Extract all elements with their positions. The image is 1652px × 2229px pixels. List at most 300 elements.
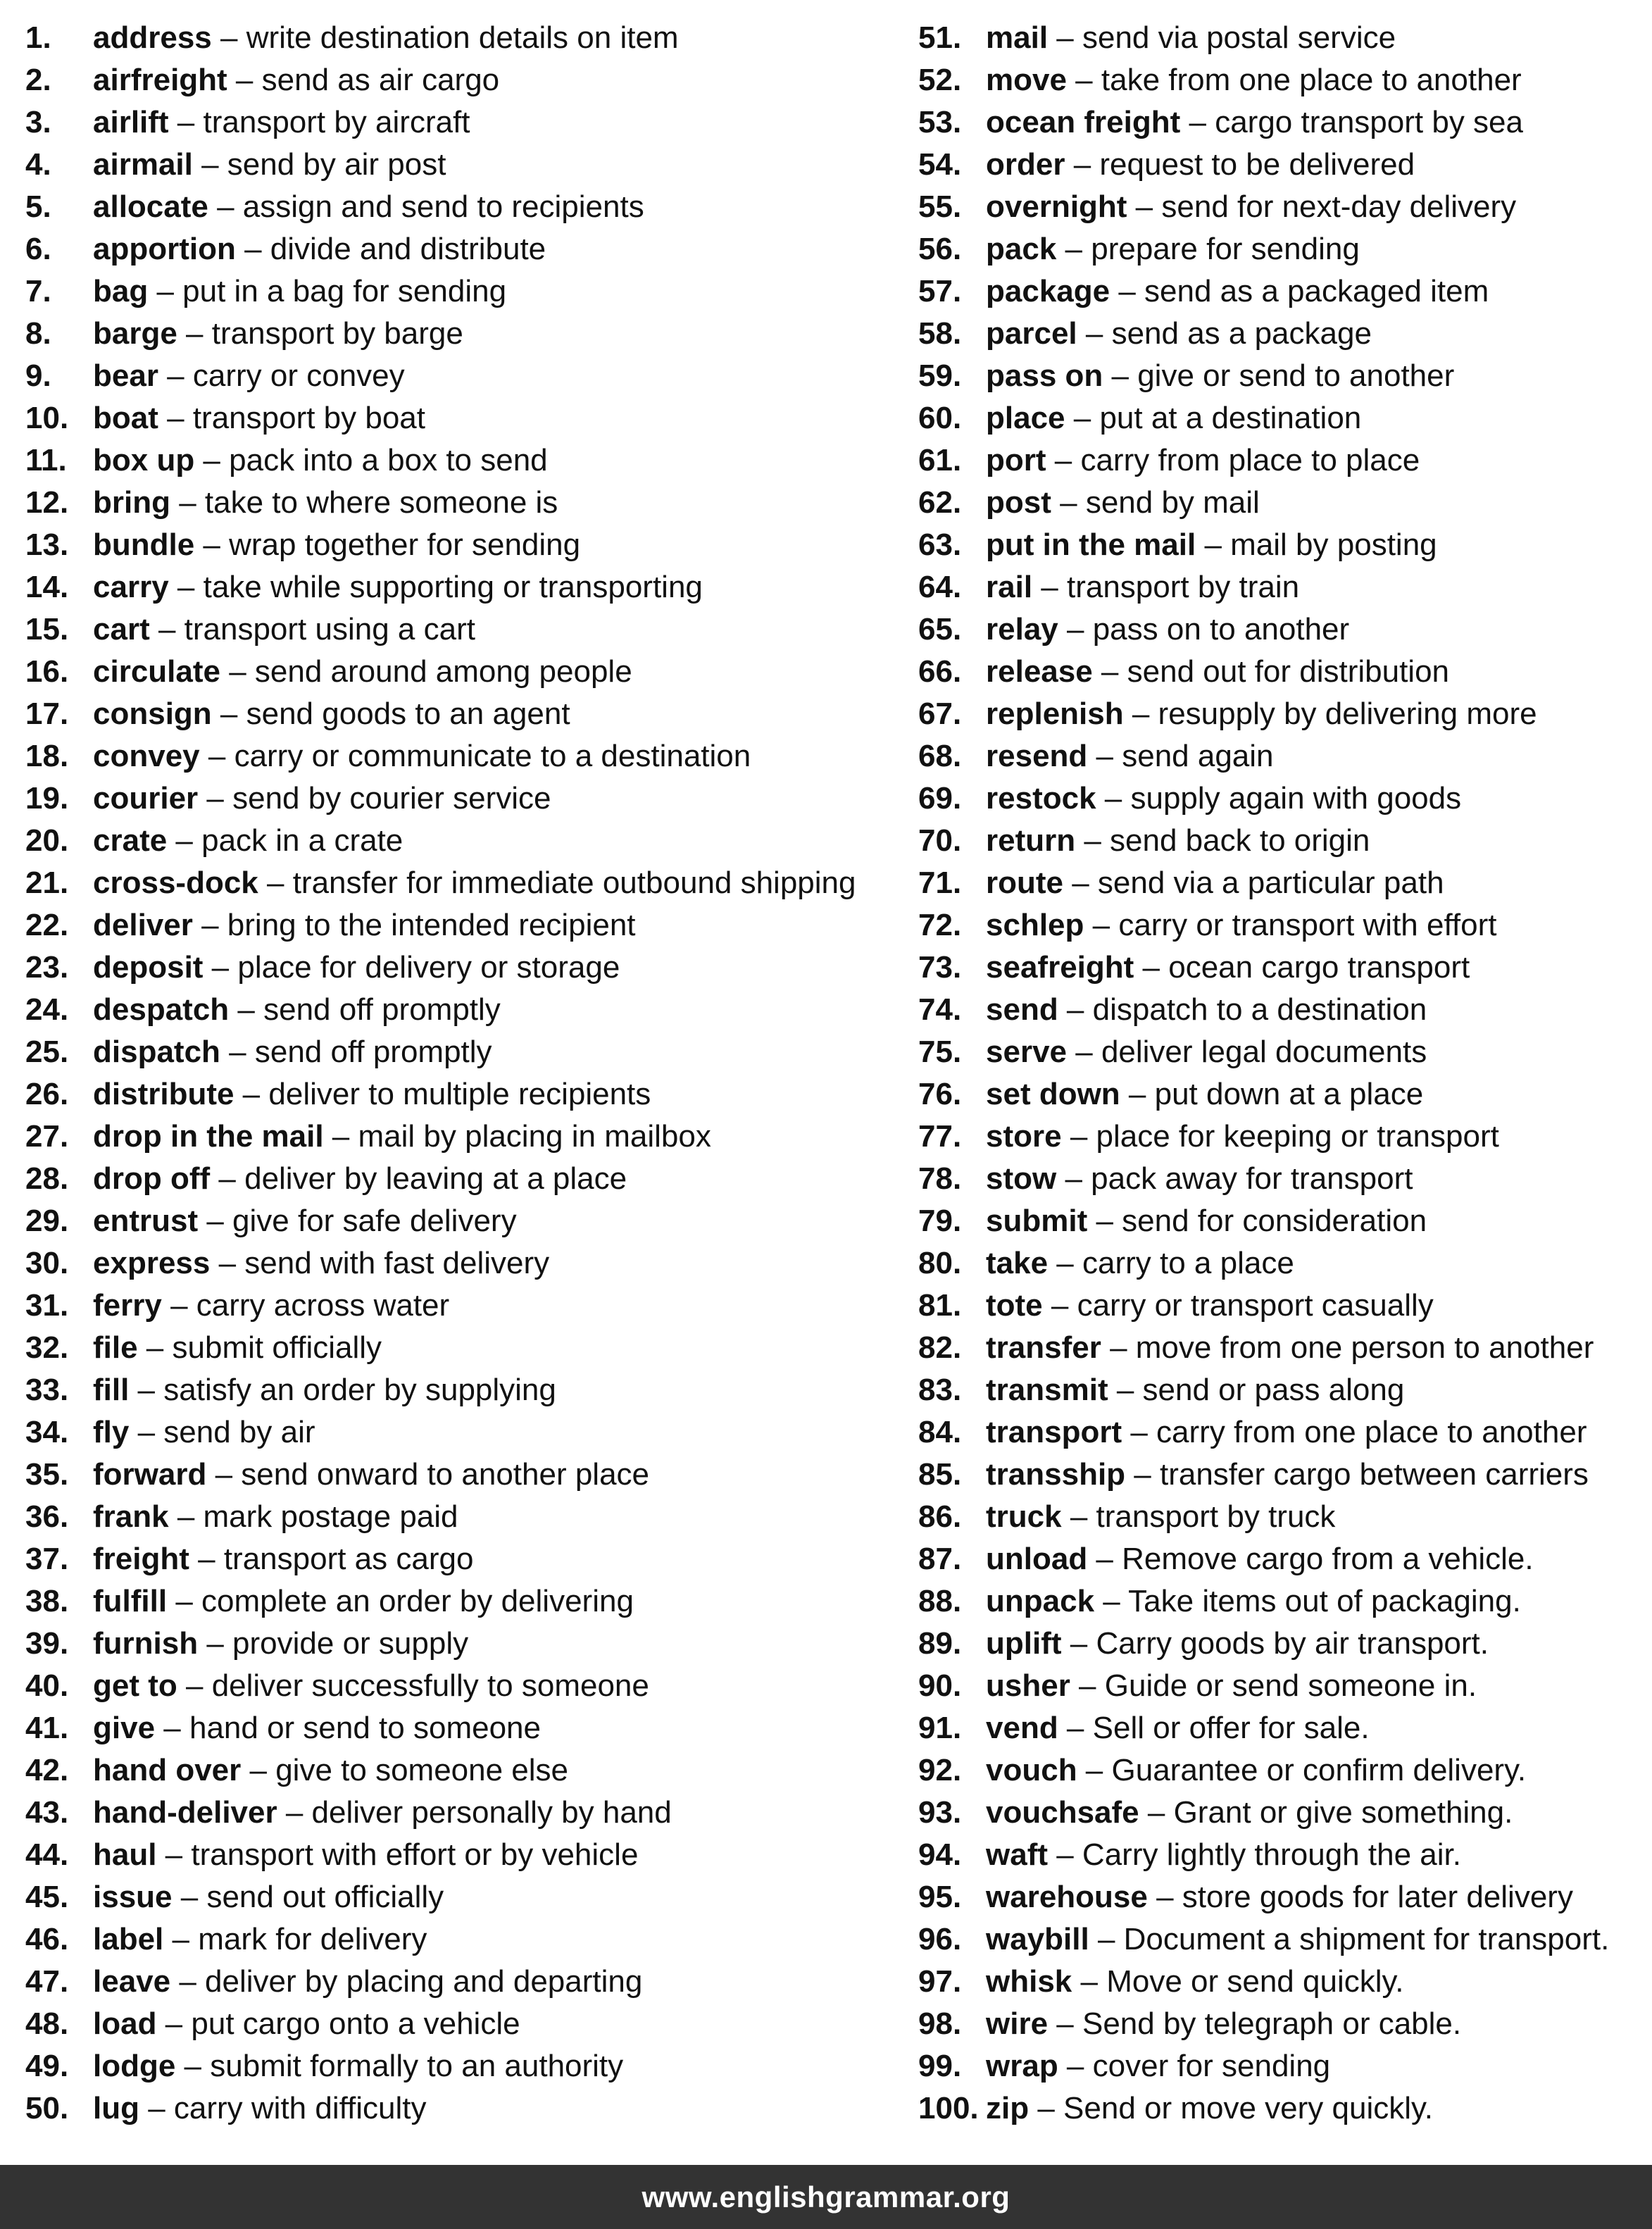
item-separator: – (1103, 358, 1138, 393)
list-item (918, 101, 1637, 144)
item-definition: put in a bag for sending (182, 274, 507, 308)
item-term: overnight (986, 189, 1127, 224)
item-text (986, 1158, 1413, 1200)
item-term: box up (93, 443, 195, 477)
item-text (986, 524, 1437, 566)
item-definition: ocean cargo transport (1168, 950, 1470, 985)
item-definition: deliver by placing and departing (205, 1964, 643, 1999)
item-separator: – (1110, 274, 1145, 308)
item-term: deposit (93, 950, 204, 985)
item-term: waybill (986, 1922, 1089, 1956)
item-separator: – (163, 1922, 199, 1956)
item-term: drop in the mail (93, 1119, 324, 1154)
item-text (986, 228, 1360, 270)
item-number: 90. (918, 1668, 962, 1703)
item-text (986, 2045, 1330, 2087)
item-definition: send as a packaged item (1144, 274, 1489, 308)
item-number: 75. (918, 1035, 962, 1069)
item-number: 91. (918, 1711, 962, 1745)
item-term: ferry (93, 1288, 162, 1323)
item-definition: carry with difficulty (173, 2091, 427, 2125)
item-text (93, 1834, 638, 1876)
item-number: 10. (25, 401, 69, 435)
item-definition: carry to a place (1082, 1246, 1294, 1280)
item-definition: send by air (163, 1415, 315, 1449)
item-text (986, 1961, 1403, 2003)
item-number: 73. (918, 950, 962, 985)
item-text (93, 1876, 444, 1918)
item-definition: satisfy an order by supplying (163, 1373, 556, 1407)
item-text (986, 1707, 1370, 1749)
item-number: 20. (25, 823, 69, 858)
list-item (918, 1116, 1637, 1158)
item-text (93, 989, 501, 1031)
list-item (25, 1285, 899, 1327)
item-text (93, 1158, 627, 1200)
list-item (25, 1580, 899, 1623)
item-term: dispatch (93, 1035, 220, 1069)
item-definition: carry from place to place (1080, 443, 1420, 477)
item-number: 14. (25, 570, 69, 604)
item-text (986, 566, 1299, 608)
footer-url: www.englishgrammar.org (642, 2180, 1010, 2214)
item-term: fill (93, 1373, 130, 1407)
item-term: express (93, 1246, 211, 1280)
item-text (93, 1496, 458, 1538)
item-text (986, 651, 1449, 693)
list-item (25, 1327, 899, 1369)
item-separator: – (170, 1964, 206, 1999)
item-separator: – (192, 147, 227, 182)
item-text (93, 1961, 642, 2003)
item-definition: carry from one place to another (1156, 1415, 1587, 1449)
item-separator: – (1139, 1795, 1174, 1830)
list-item (918, 1749, 1637, 1792)
item-number: 68. (918, 739, 962, 773)
item-number: 59. (918, 358, 962, 393)
list-item (918, 989, 1637, 1031)
item-definition: transport by boat (192, 401, 426, 435)
item-term: furnish (93, 1626, 199, 1661)
item-definition: take to where someone is (204, 485, 558, 520)
item-definition: supply again with goods (1130, 781, 1462, 816)
item-number: 30. (25, 1246, 69, 1280)
item-term: put in the mail (986, 527, 1196, 562)
item-number: 66. (918, 654, 962, 689)
item-term: tote (986, 1288, 1043, 1323)
list-item (25, 1454, 899, 1496)
list-item (25, 397, 899, 439)
item-separator: – (156, 1837, 192, 1872)
item-text (93, 947, 620, 989)
item-separator: – (167, 823, 202, 858)
list-item (25, 1538, 899, 1580)
item-term: package (986, 274, 1110, 308)
item-term: courier (93, 781, 199, 816)
list-item (918, 1538, 1637, 1580)
item-text (93, 566, 703, 608)
item-definition: send or pass along (1142, 1373, 1405, 1407)
list-item (918, 862, 1637, 904)
item-term: replenish (986, 697, 1124, 731)
item-definition: take from one place to another (1101, 63, 1522, 97)
item-term: take (986, 1246, 1049, 1280)
item-number: 94. (918, 1837, 962, 1872)
item-term: consign (93, 697, 212, 731)
list-item (25, 651, 899, 693)
item-term: drop off (93, 1161, 211, 1196)
item-definition: transport using a cart (184, 612, 475, 647)
item-term: uplift (986, 1626, 1062, 1661)
item-separator: – (1092, 654, 1127, 689)
item-text (986, 904, 1496, 947)
item-separator: – (198, 1626, 233, 1661)
item-definition: take while supporting or transporting (203, 570, 703, 604)
item-definition: transport with effort or by vehicle (191, 1837, 639, 1872)
item-text (93, 101, 470, 144)
item-separator: – (177, 316, 212, 351)
item-definition: transport by train (1066, 570, 1300, 604)
item-definition: transport by aircraft (203, 105, 470, 139)
item-term: despatch (93, 992, 230, 1027)
item-number: 40. (25, 1668, 69, 1703)
list-item (25, 1116, 899, 1158)
item-term: cart (93, 612, 150, 647)
item-separator: – (1066, 63, 1101, 97)
item-definition: carry or transport with effort (1118, 908, 1497, 942)
list-item (25, 482, 899, 524)
item-number: 50. (25, 2091, 69, 2125)
item-definition: write destination details on item (246, 20, 679, 55)
item-term: circulate (93, 654, 220, 689)
item-separator: – (1042, 1288, 1077, 1323)
item-term: hand over (93, 1753, 242, 1787)
item-number: 63. (918, 527, 962, 562)
list-item (25, 820, 899, 862)
item-definition: send out officially (206, 1880, 444, 1914)
item-term: order (986, 147, 1065, 182)
item-number: 18. (25, 739, 69, 773)
item-separator: – (198, 1204, 233, 1238)
list-item (25, 59, 899, 101)
item-definition: complete an order by delivering (201, 1584, 634, 1618)
list-item (25, 228, 899, 270)
item-term: bundle (93, 527, 195, 562)
item-text (986, 1749, 1526, 1792)
list-item (918, 1876, 1637, 1918)
item-text (986, 397, 1361, 439)
list-item (918, 482, 1637, 524)
item-text (986, 693, 1537, 735)
list-item (25, 735, 899, 778)
item-text (93, 778, 551, 820)
list-item (918, 1285, 1637, 1327)
item-number: 21. (25, 866, 69, 900)
item-term: port (986, 443, 1046, 477)
item-text (93, 355, 405, 397)
item-definition: Guarantee or confirm delivery. (1111, 1753, 1527, 1787)
item-text (986, 947, 1470, 989)
item-term: vouch (986, 1753, 1077, 1787)
item-term: vend (986, 1711, 1058, 1745)
item-definition: Guide or send someone in. (1104, 1668, 1477, 1703)
item-definition: bring to the intended recipient (227, 908, 636, 942)
item-number: 99. (918, 2049, 962, 2083)
item-number: 97. (918, 1964, 962, 1999)
item-text (93, 2087, 427, 2130)
item-separator: – (1127, 189, 1162, 224)
item-term: usher (986, 1668, 1070, 1703)
item-term: bring (93, 485, 170, 520)
item-definition: cargo transport by sea (1215, 105, 1523, 139)
item-separator: – (323, 1119, 358, 1154)
item-separator: – (258, 866, 293, 900)
list-item (918, 1242, 1637, 1285)
list-item (25, 439, 899, 482)
item-number: 100. (918, 2091, 979, 2125)
list-item (918, 778, 1637, 820)
item-definition: give to someone else (275, 1753, 569, 1787)
item-text (986, 608, 1349, 651)
item-separator: – (139, 2091, 174, 2125)
item-definition: send goods to an agent (246, 697, 570, 731)
item-term: whisk (986, 1964, 1072, 1999)
item-term: unpack (986, 1584, 1095, 1618)
item-text (93, 1031, 492, 1073)
item-text (986, 862, 1444, 904)
item-number: 38. (25, 1584, 69, 1618)
item-separator: – (211, 20, 246, 55)
item-separator: – (1120, 1077, 1155, 1111)
item-definition: pack away for transport (1091, 1161, 1413, 1196)
list-item (918, 1158, 1637, 1200)
item-text (986, 17, 1396, 59)
list-item (25, 608, 899, 651)
item-term: address (93, 20, 212, 55)
item-separator: – (168, 105, 204, 139)
item-number: 44. (25, 1837, 69, 1872)
item-term: move (986, 63, 1067, 97)
item-text (93, 1749, 568, 1792)
item-definition: give or send to another (1137, 358, 1455, 393)
item-number: 22. (25, 908, 69, 942)
item-term: give (93, 1711, 156, 1745)
item-separator: – (1077, 316, 1112, 351)
item-term: apportion (93, 232, 236, 266)
item-separator: – (206, 1457, 242, 1492)
item-definition: mark for delivery (198, 1922, 427, 1956)
item-definition: send for consideration (1122, 1204, 1427, 1238)
item-number: 45. (25, 1880, 69, 1914)
list-item (25, 862, 899, 904)
item-text (986, 439, 1420, 482)
list-item (25, 355, 899, 397)
item-number: 34. (25, 1415, 69, 1449)
item-term: ocean freight (986, 105, 1181, 139)
item-definition: request to be delivered (1099, 147, 1415, 182)
item-number: 86. (918, 1499, 962, 1534)
item-text (93, 1538, 473, 1580)
item-definition: prepare for sending (1091, 232, 1360, 266)
list-item (918, 228, 1637, 270)
item-text (986, 820, 1370, 862)
item-number: 89. (918, 1626, 962, 1661)
list-item (25, 1411, 899, 1454)
item-number: 88. (918, 1584, 962, 1618)
item-separator: – (170, 485, 205, 520)
item-separator: – (149, 612, 184, 647)
item-number: 93. (918, 1795, 962, 1830)
item-definition: transport by barge (211, 316, 463, 351)
list-item (25, 2045, 899, 2087)
list-item (25, 904, 899, 947)
item-definition: Carry goods by air transport. (1096, 1626, 1489, 1661)
item-text (93, 59, 499, 101)
item-definition: deliver successfully to someone (211, 1668, 649, 1703)
list-item (25, 1792, 899, 1834)
item-text (986, 313, 1372, 355)
item-separator: – (161, 1288, 196, 1323)
item-separator: – (158, 401, 193, 435)
list-item (918, 1496, 1637, 1538)
item-term: lodge (93, 2049, 176, 2083)
item-number: 8. (25, 316, 51, 351)
item-term: deliver (93, 908, 193, 942)
item-term: schlep (986, 908, 1084, 942)
item-term: submit (986, 1204, 1088, 1238)
item-number: 64. (918, 570, 962, 604)
item-number: 13. (25, 527, 69, 562)
item-number: 82. (918, 1330, 962, 1365)
item-number: 72. (918, 908, 962, 942)
item-number: 56. (918, 232, 962, 266)
item-term: seafreight (986, 950, 1134, 985)
item-term: place (986, 401, 1065, 435)
item-definition: assign and send to recipients (242, 189, 644, 224)
item-text (93, 1242, 549, 1285)
item-number: 35. (25, 1457, 69, 1492)
item-separator: – (1046, 443, 1081, 477)
list-item (25, 2087, 899, 2130)
item-number: 81. (918, 1288, 962, 1323)
item-number: 52. (918, 63, 962, 97)
item-separator: – (1134, 950, 1169, 985)
item-separator: – (1058, 2049, 1093, 2083)
item-text (93, 693, 570, 735)
item-term: pack (986, 232, 1057, 266)
list-item (25, 1073, 899, 1116)
list-item (918, 1623, 1637, 1665)
item-definition: carry or transport casually (1077, 1288, 1434, 1323)
item-term: bag (93, 274, 149, 308)
item-definition: Remove cargo from a vehicle. (1122, 1542, 1534, 1576)
word-list (0, 17, 1652, 2130)
item-term: carry (93, 570, 169, 604)
item-text (986, 1876, 1573, 1918)
list-item (918, 1707, 1637, 1749)
item-separator: – (1061, 1119, 1096, 1154)
item-term: set down (986, 1077, 1120, 1111)
item-number: 87. (918, 1542, 962, 1576)
item-term: route (986, 866, 1063, 900)
item-number: 62. (918, 485, 962, 520)
list-item (25, 186, 899, 228)
item-separator: – (1056, 1161, 1091, 1196)
item-text (93, 820, 403, 862)
list-item (918, 144, 1637, 186)
item-definition: Move or send quickly. (1106, 1964, 1404, 1999)
item-term: get to (93, 1668, 177, 1703)
item-separator: – (208, 189, 243, 224)
item-text (986, 1496, 1335, 1538)
list-item (25, 1834, 899, 1876)
item-separator: – (129, 1373, 164, 1407)
item-definition: send by air post (227, 147, 446, 182)
item-term: cross-dock (93, 866, 258, 900)
item-separator: – (155, 1711, 189, 1745)
item-text (93, 1116, 711, 1158)
item-definition: divide and distribute (270, 232, 546, 266)
item-definition: Sell or offer for sale. (1092, 1711, 1370, 1745)
item-number: 32. (25, 1330, 69, 1365)
item-term: warehouse (986, 1880, 1148, 1914)
list-item (918, 270, 1637, 313)
item-text (986, 1454, 1589, 1496)
item-number: 65. (918, 612, 962, 647)
item-definition: send again (1122, 739, 1274, 773)
item-text (93, 439, 548, 482)
item-number: 16. (25, 654, 69, 689)
item-separator: – (241, 1753, 276, 1787)
item-term: pass on (986, 358, 1103, 393)
item-separator: – (1147, 1880, 1182, 1914)
item-separator: – (203, 950, 238, 985)
item-text (93, 1580, 634, 1623)
item-text (93, 270, 506, 313)
item-term: frank (93, 1499, 169, 1534)
item-text (93, 862, 856, 904)
item-definition: deliver personally by hand (311, 1795, 672, 1830)
list-item (918, 947, 1637, 989)
item-text (93, 524, 580, 566)
item-text (93, 1327, 382, 1369)
list-item (25, 1369, 899, 1411)
list-item (918, 1031, 1637, 1073)
item-text (986, 1200, 1427, 1242)
item-term: transport (986, 1415, 1122, 1449)
item-separator: – (1048, 2006, 1082, 2041)
left-column (25, 17, 899, 2130)
item-definition: send by courier service (232, 781, 551, 816)
item-definition: submit formally to an authority (210, 2049, 624, 2083)
item-term: crate (93, 823, 168, 858)
item-separator: – (227, 63, 262, 97)
item-separator: – (1101, 1330, 1136, 1365)
list-item (25, 1749, 899, 1792)
item-separator: – (177, 1668, 212, 1703)
item-separator: – (156, 2006, 192, 2041)
item-number: 5. (25, 189, 51, 224)
item-text (986, 1285, 1434, 1327)
list-item (918, 1834, 1637, 1876)
item-term: forward (93, 1457, 207, 1492)
item-number: 28. (25, 1161, 69, 1196)
item-text (986, 989, 1427, 1031)
item-separator: – (199, 739, 234, 773)
item-text (986, 1116, 1499, 1158)
item-definition: carry across water (196, 1288, 450, 1323)
item-number: 39. (25, 1626, 69, 1661)
